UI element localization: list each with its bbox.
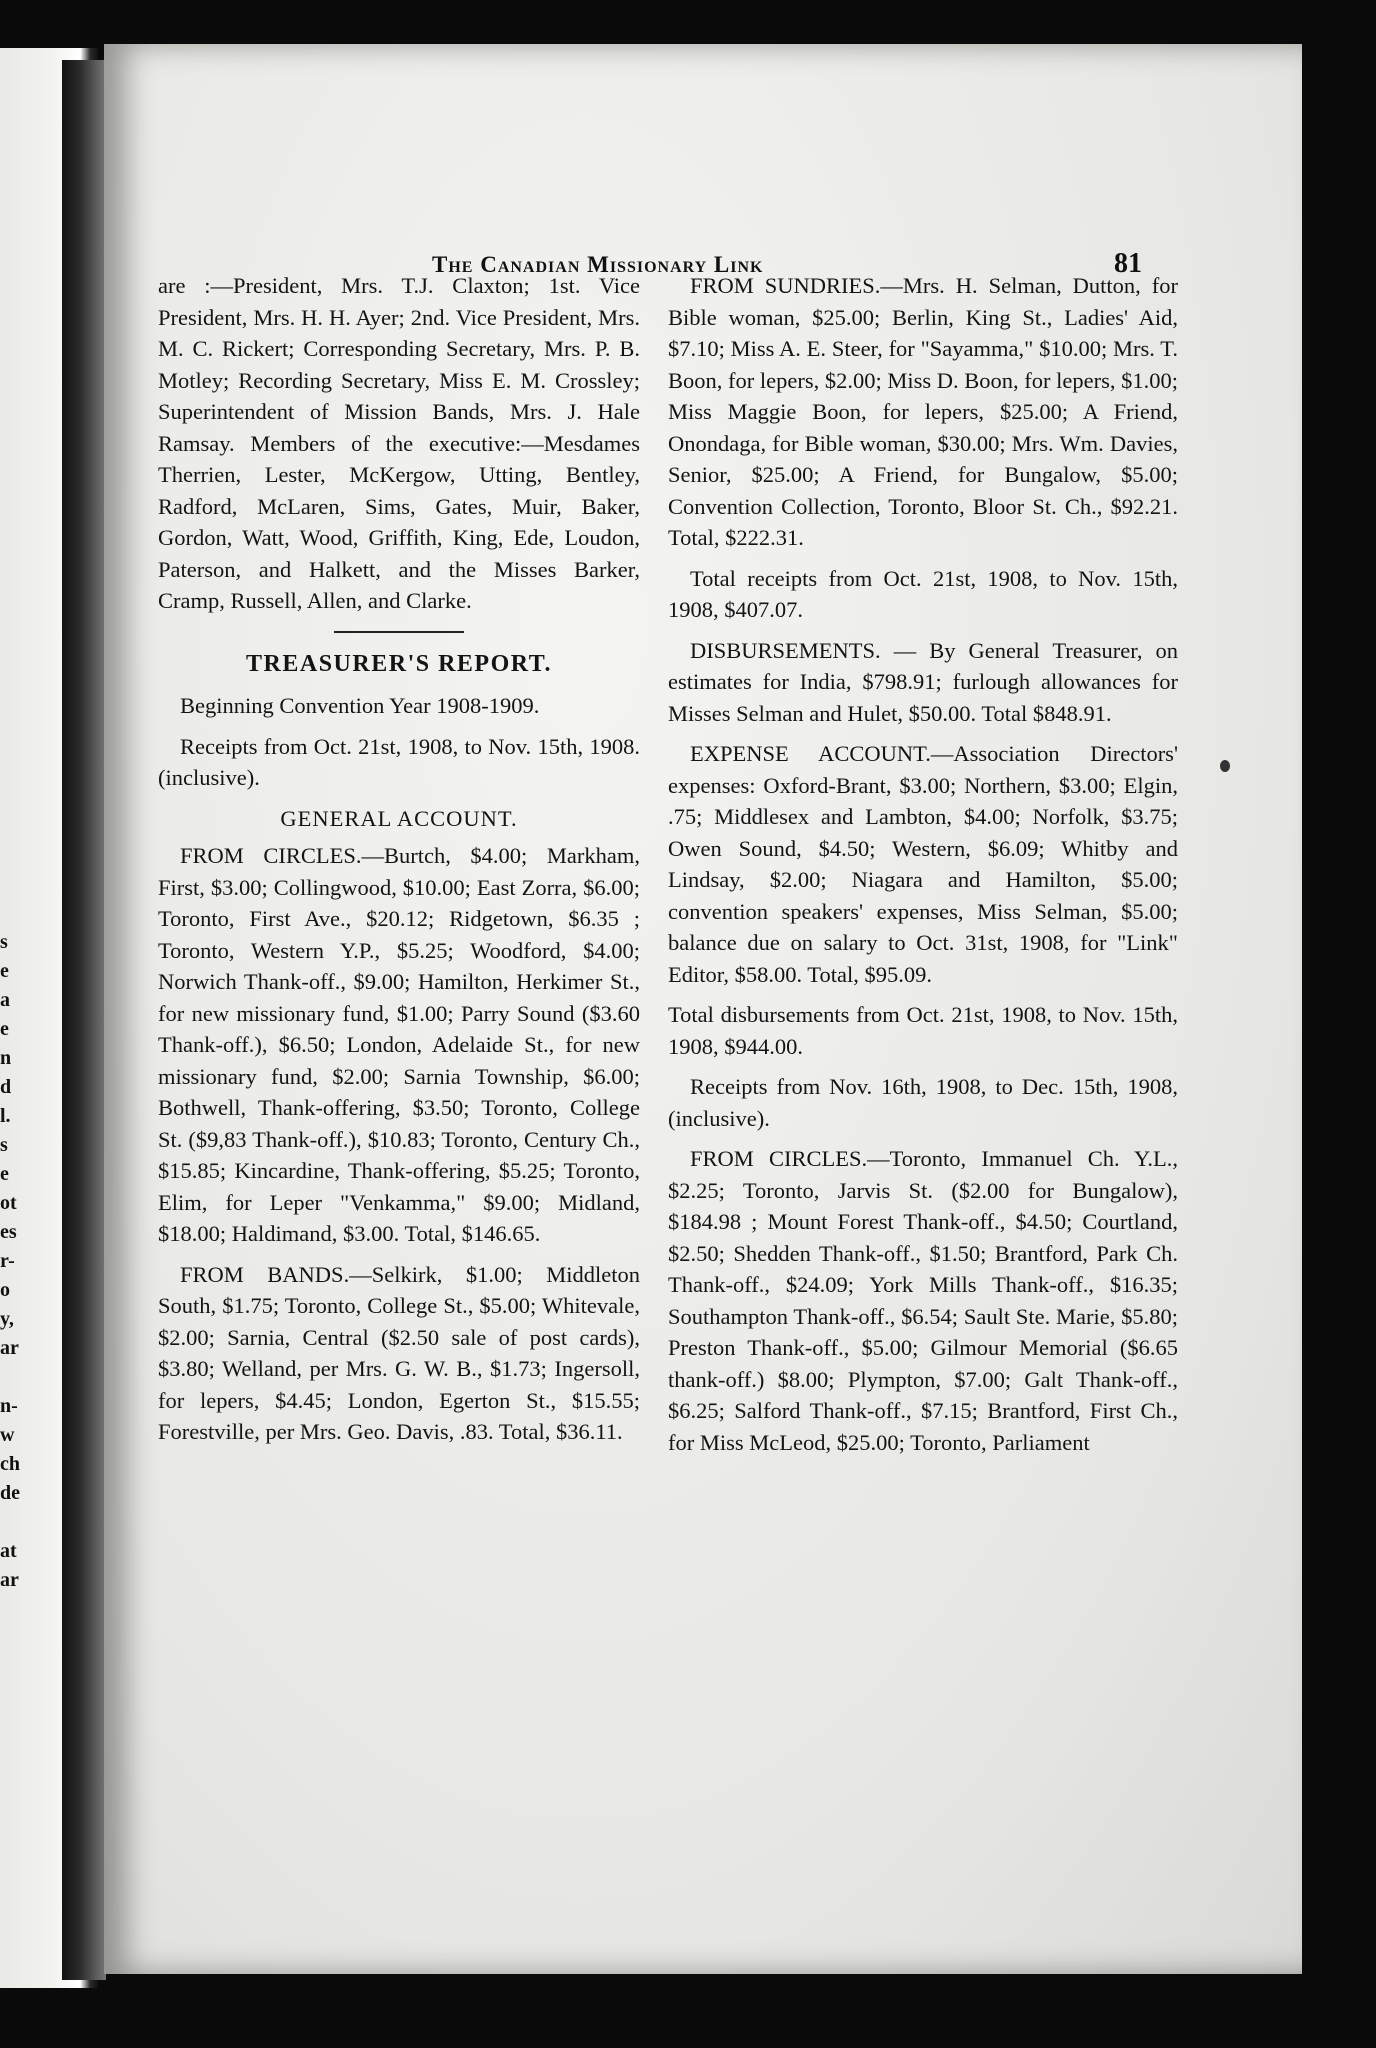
disbursements-paragraph: DISBURSEMENTS. — By General Treasurer, on estimates for India, $798.91; furlough allowances for Misses Selman and Hulet, $50.00. Total $848.91. [668,637,1178,726]
adjacent-page-fragment: r- [0,1250,15,1272]
adjacent-page-fragment: ch [0,1453,20,1475]
adjacent-page-fragment: e [0,1018,9,1040]
section-divider [334,631,464,633]
adjacent-page-fragment: e [0,960,9,982]
adjacent-page-fragment: l. [0,1105,11,1127]
adjacent-page-fragment: a [0,989,10,1011]
receipts-period: Receipts from Oct. 21st, 1908, to Nov. 15th, 1908. (inclusive). [158,733,640,790]
right-column [668,270,1178,1467]
adjacent-page-fragment: n- [0,1395,18,1417]
adjacent-page-fragment [0,1363,16,1392]
receipts-period-2: Receipts from Nov. 16th, 1908, to Dec. 15th, 1908, (inclusive). [668,1074,1178,1131]
treasurer-report-heading: TREASURER'S REPORT. [246,650,552,677]
total-disbursements-paragraph: Total disbursements from Oct. 21st, 1908, to Nov. 15th, 1908, $944.00. [668,1002,1178,1059]
page-number: 81 [1114,248,1142,279]
adjacent-page-fragment: w [0,1424,15,1446]
officers-paragraph: are :—President, Mrs. T.J. Claxton; 1st. Vice President, Mrs. H. H. Ayer; 2nd. Vice President, Mrs. M. C. Rickert; Corresponding Secretary, Mrs. P. B. Motley; Recording Secretary, Miss E. M. Crossley; Superintendent of Mission Bands, Mrs. J. Hale Ramsay. Members of the executive:—Mesdames Therrien, Lester, McKergow, Utting, Bentley, Radford, McLaren, Sims, Gates, Muir, Baker, Gordon, Watt, Wood, Griffith, King, Ede, Loudon, Paterson, and Halkett, and the Misses Barker, Cramp, Russell, Allen, and Clarke. [158,273,640,613]
ink-speck [1220,760,1230,772]
total-receipts-paragraph: Total receipts from Oct. 21st, 1908, to Nov. 15th, 1908, $407.07. [668,565,1178,622]
adjacent-page-fragment: ot [0,1192,17,1214]
adjacent-page-fragment: ar [0,1569,19,1591]
adjacent-page-fragment: y, [0,1308,14,1330]
book-spine-gutter [62,60,106,1980]
adjacent-page-fragment: e [0,1163,9,1185]
from-circles-paragraph: FROM CIRCLES.—Burtch, $4.00; Markham, First, $3.00; Collingwood, $10.00; East Zorra, $6.00; Toronto, First Ave., $20.12; Ridgetown, $6.35 ; Toronto, Western Y.P., $5.25; Woodford, $4.00; Norwich Thank-off., $9.00; Hamilton, Herkimer St., for new missionary fund, $1.00; Parry Sound ($3.60 Thank-off.), $6.50; London, Adelaide St., for new missionary fund, $2.00; Sarnia Township, $6.00; Bothwell, Thank-offering, $3.50; Toronto, College St. ($9,83 Thank-off.), $10.83; Toronto, Century Ch., $15.85; Kincardine, Thank-offering, $5.25; Toronto, Elim, for Leper "Venkamma," $9.00; Midland, $18.00; Haldimand, $3.00. Total, $146.65. [158,843,640,1246]
convention-year-line: Beginning Convention Year 1908-1909. [180,693,540,718]
adjacent-page-fragment: n [0,1047,12,1069]
adjacent-page-text-fragments [0,928,20,1595]
adjacent-page-fragment [0,1508,16,1537]
adjacent-page-fragment: d [0,1076,12,1098]
adjacent-page-fragment: s [0,931,8,953]
from-sundries-paragraph: FROM SUNDRIES.—Mrs. H. Selman, Dutton, for Bible woman, $25.00; Berlin, King St., Ladies' Aid, $7.10; Miss A. E. Steer, for "Sayamma," $10.00; Mrs. T. Boon, for lepers, $2.00; Miss D. Boon, for lepers, $1.00; Miss Maggie Boon, for lepers, $25.00; A Friend, Onondaga, for Bible woman, $30.00; Mrs. Wm. Davies, Senior, $25.00; A Friend, for Bungalow, $5.00; Convention Collection, Toronto, Bloor St. Ch., $92.21. Total, $222.31. [668,273,1178,550]
left-column [158,270,640,1457]
from-circles-2-paragraph: FROM CIRCLES.—Toronto, Immanuel Ch. Y.L., $2.25; Toronto, Jarvis St. ($2.00 for Bungalow), $184.98 ; Mount Forest Thank-off., $4.50; Courtland, $2.50; Shedden Thank-off., $1.50; Brantford, Park Ch. Thank-off., $24.09; York Mills Thank-off., $16.35; Southampton Thank-off., $6.54; Sault Ste. Marie, $5.80; Preston Thank-off., $5.00; Gilmour Memorial ($6.65 thank-off.) $8.00; Plympton, $7.00; Galt Thank-off., $6.25; Salford Thank-off., $7.15; Brantford, First Ch., for Miss McLeod, $25.00; Toronto, Parliament [668,1146,1178,1455]
general-account-heading: GENERAL ACCOUNT. [280,805,518,831]
from-bands-paragraph: FROM BANDS.—Selkirk, $1.00; Middleton South, $1.75; Toronto, College St., $5.00; Whitevale, $2.00; Sarnia, Central ($2.50 sale of post cards), $3.80; Welland, per Mrs. G. W. B., $1.73; Ingersoll, for lepers, $4.45; London, Egerton St., $15.55; Forestville, per Mrs. Geo. Davis, .83. Total, $36.11. [158,1261,640,1444]
adjacent-page-fragment: o [0,1279,10,1301]
adjacent-page-fragment: s [0,1134,8,1156]
adjacent-page-fragment: ar [0,1337,19,1359]
expense-account-paragraph: EXPENSE ACCOUNT.—Association Directors' expenses: Oxford-Brant, $3.00; Northern, $3.00; Elgin, .75; Middlesex and Lambton, $4.00; Norfolk, $3.75; Owen Sound, $4.50; Western, $6.09; Whitby and Lindsay, $2.00; Niagara and Hamilton, $5.00; convention speakers' expenses, Miss Selman, $5.00; balance due on salary to Oct. 31st, 1908, for "Link" Editor, $58.00. Total, $95.09. [668,741,1178,987]
adjacent-page-fragment: at [0,1540,17,1562]
running-title: The Canadian Missionary Link [432,252,764,277]
adjacent-page-fragment: es [0,1221,17,1243]
adjacent-page-fragment: de [0,1482,20,1504]
